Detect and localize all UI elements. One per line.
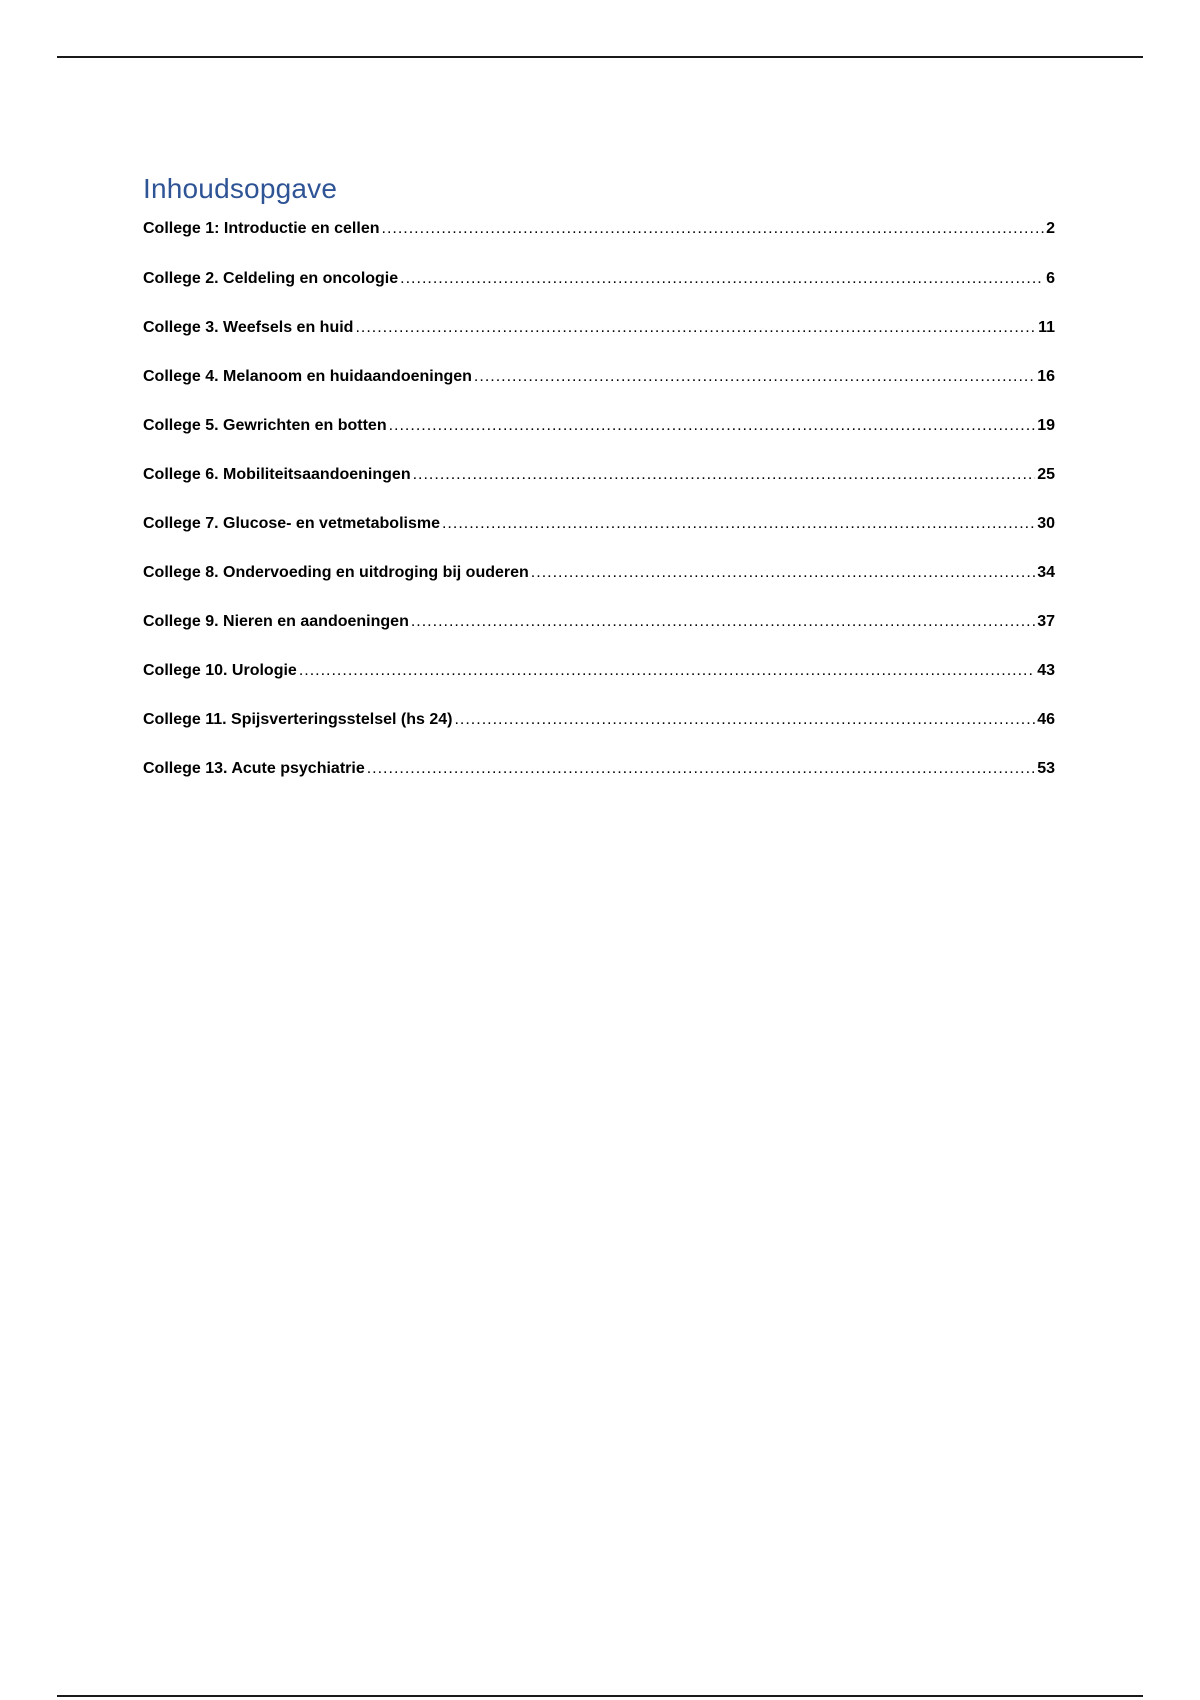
toc-entry-college-5[interactable]: [143, 415, 1055, 464]
toc-dot-leader: [355, 317, 1036, 339]
toc-entry-college-11[interactable]: [143, 709, 1055, 758]
toc-entry-page: 11: [1038, 319, 1055, 336]
toc-dot-leader: [382, 218, 1045, 240]
toc-entry-label: College 6. Mobiliteitsaandoeningen: [143, 466, 411, 483]
toc-entry-page: 34: [1037, 564, 1055, 581]
toc-entry-label: College 10. Urologie: [143, 662, 297, 679]
toc-entry-page: 53: [1037, 760, 1055, 777]
toc-dot-leader: [389, 415, 1036, 437]
toc-entry-label: College 5. Gewrichten en botten: [143, 417, 387, 434]
footer-rule: [57, 1695, 1143, 1697]
toc-entry-label: College 13. Acute psychiatrie: [143, 760, 365, 777]
toc-entry-label: College 2. Celdeling en oncologie: [143, 270, 399, 287]
toc-entry-college-2[interactable]: [143, 268, 1055, 317]
toc-title: Inhoudsopgave: [143, 173, 338, 204]
toc-dot-leader: [299, 660, 1035, 682]
toc-entry-college-8[interactable]: [143, 562, 1055, 611]
toc-entry-label: College 4. Melanoom en huidaandoeningen: [143, 368, 472, 385]
toc-entry-page: 37: [1037, 613, 1055, 630]
toc-entry-label: College 3. Weefsels en huid: [143, 319, 354, 336]
toc-entry-college-6[interactable]: [143, 464, 1055, 513]
toc-entry-label: College 7. Glucose- en vetmetabolisme: [143, 515, 440, 532]
toc-entry-college-3[interactable]: [143, 317, 1055, 366]
toc-entry-page: 16: [1037, 368, 1055, 385]
toc-entry-label: College 8. Ondervoeding en uitdroging bij ouderen: [143, 564, 529, 581]
toc-entry-page: 25: [1037, 466, 1055, 483]
toc-entry-college-4[interactable]: [143, 366, 1055, 415]
toc-container: [143, 170, 1055, 807]
toc-dot-leader: [411, 611, 1035, 633]
toc-dot-leader: [413, 464, 1036, 486]
header-rule: [57, 56, 1143, 58]
toc-entry-page: 30: [1037, 515, 1055, 532]
toc-entry-label: College 1: Introductie en cellen: [143, 220, 380, 237]
toc-dot-leader: [474, 366, 1035, 388]
toc-entry-college-1[interactable]: [143, 218, 1055, 268]
toc-entry-label: College 11. Spijsverteringsstelsel (hs 24): [143, 711, 453, 728]
toc-entry-page: 46: [1037, 711, 1055, 728]
toc-dot-leader: [400, 268, 1044, 290]
toc-entry-college-9[interactable]: [143, 611, 1055, 660]
toc-entry-page: 6: [1046, 270, 1055, 287]
toc-list: [143, 218, 1055, 807]
toc-dot-leader: [367, 758, 1035, 780]
toc-entry-page: 2: [1046, 220, 1055, 237]
toc-entry-college-10[interactable]: [143, 660, 1055, 709]
toc-entry-college-13[interactable]: [143, 758, 1055, 807]
toc-entry-college-7[interactable]: [143, 513, 1055, 562]
toc-dot-leader: [454, 709, 1035, 731]
toc-entry-label: College 9. Nieren en aandoeningen: [143, 613, 409, 630]
toc-entry-page: 43: [1037, 662, 1055, 679]
toc-entry-page: 19: [1037, 417, 1055, 434]
toc-dot-leader: [531, 562, 1035, 584]
toc-dot-leader: [442, 513, 1035, 535]
